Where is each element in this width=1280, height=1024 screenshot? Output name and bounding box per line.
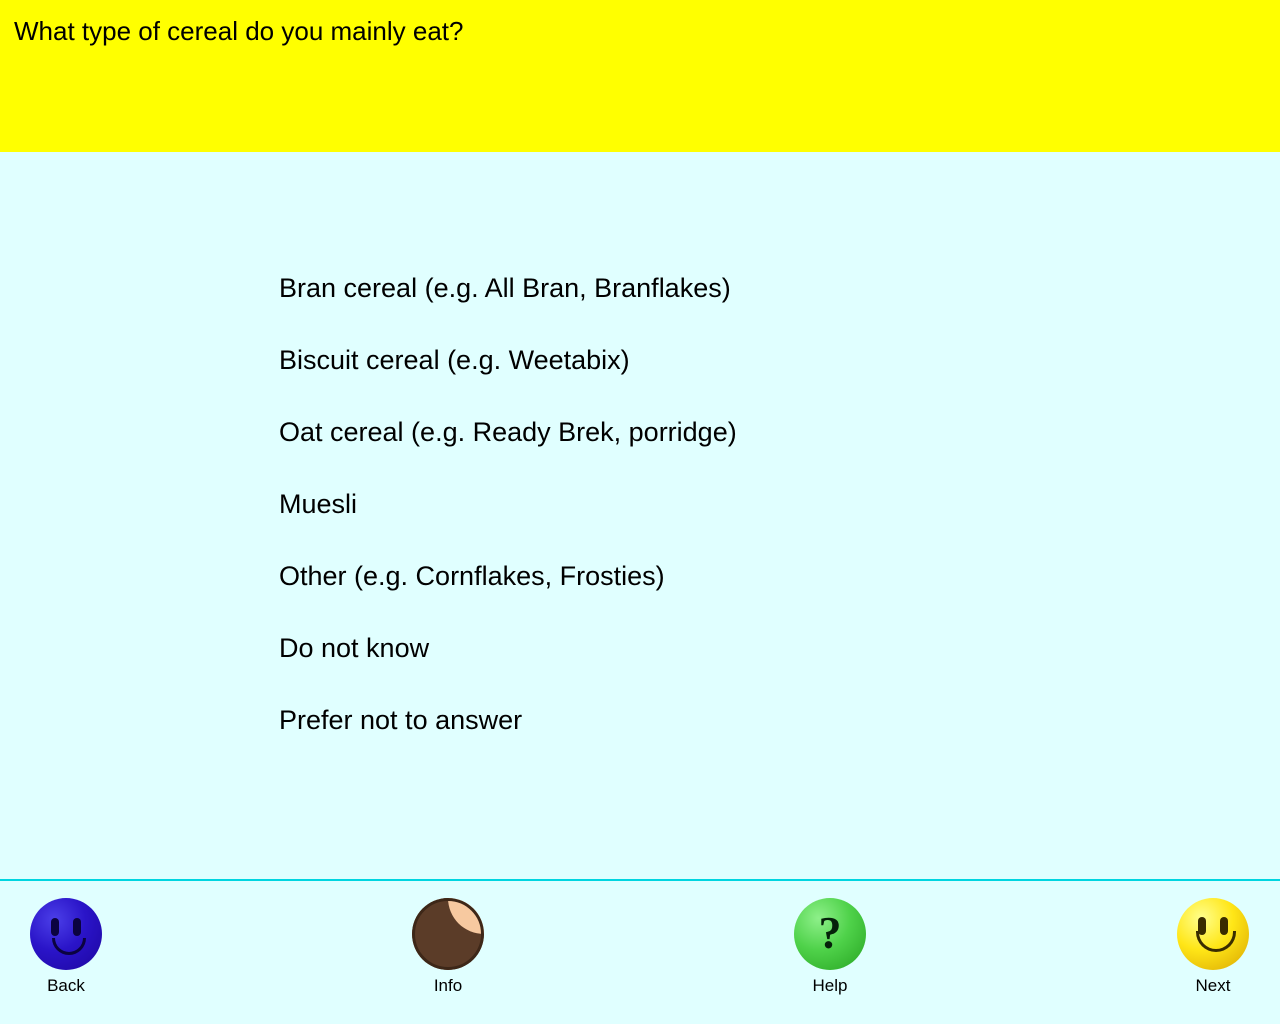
info-button[interactable] <box>388 898 508 996</box>
next-button[interactable] <box>1153 898 1273 996</box>
question-banner <box>0 0 1280 152</box>
next-button-label: Next <box>1195 976 1231 995</box>
answer-option-bran-cereal[interactable]: Bran cereal (e.g. All Bran, Branflakes) <box>279 273 731 303</box>
footer-navigation-bar <box>0 879 1280 1024</box>
answer-option-muesli[interactable]: Muesli <box>279 489 358 519</box>
help-button-label: Help <box>812 976 848 995</box>
answer-option-oat-cereal[interactable]: Oat cereal (e.g. Ready Brek, porridge) <box>279 417 737 447</box>
brown-pie-icon <box>412 898 484 970</box>
yellow-smiley-face-icon <box>1177 898 1249 970</box>
answer-option-other[interactable]: Other (e.g. Cornflakes, Frosties) <box>279 561 665 591</box>
answer-option-do-not-know[interactable]: Do not know <box>279 633 430 663</box>
green-question-mark-icon: ? <box>794 898 866 970</box>
blue-sad-face-icon <box>30 898 102 970</box>
answer-option-biscuit-cereal[interactable]: Biscuit cereal (e.g. Weetabix) <box>279 345 630 375</box>
info-button-label: Info <box>433 976 463 995</box>
question-text: What type of cereal do you mainly eat? <box>14 16 464 46</box>
help-button[interactable] <box>770 898 890 996</box>
answer-option-prefer-not-to-answer[interactable]: Prefer not to answer <box>279 705 523 735</box>
back-button-label: Back <box>47 976 85 995</box>
back-button[interactable] <box>6 898 126 996</box>
answer-options-list <box>0 152 1280 880</box>
